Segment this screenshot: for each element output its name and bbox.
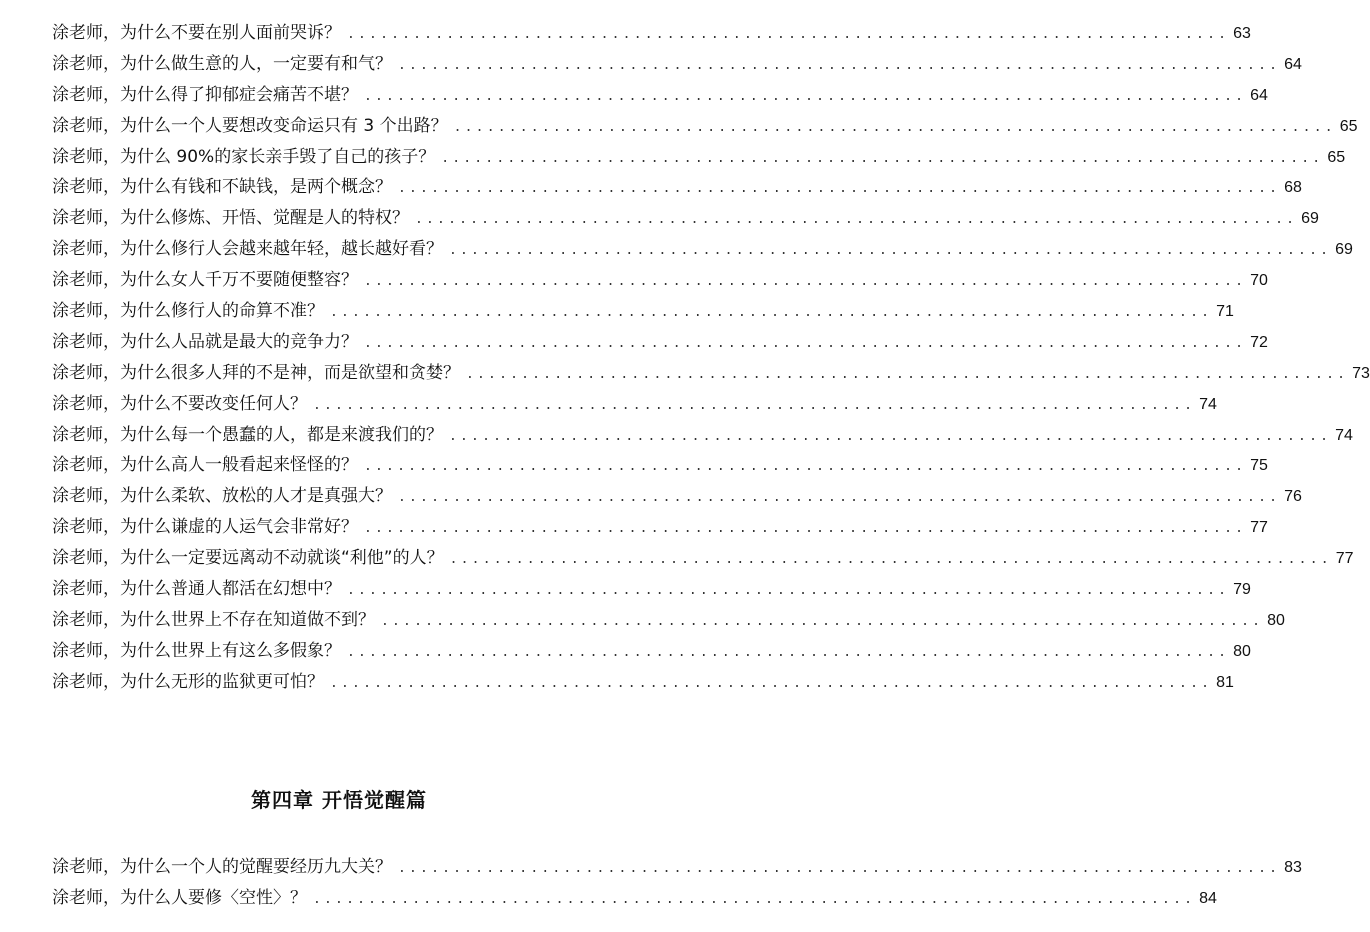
toc-entry-page-number: 69	[1301, 210, 1319, 228]
dot-leader: ................................................................................	[449, 552, 1332, 568]
dot-leader: ................................................................................	[364, 459, 1247, 475]
dot-leader: ................................................................................	[364, 335, 1247, 351]
dot-leader: ................................................................................	[364, 88, 1247, 104]
toc-entry-page-number: 75	[1250, 457, 1268, 475]
chapter-heading: 第四章 开悟觉醒篇	[251, 788, 427, 812]
dot-leader: ................................................................................	[381, 613, 1264, 629]
dot-leader: ................................................................................	[313, 891, 1196, 907]
toc-entry[interactable]	[52, 80, 1268, 111]
toc-entry-page-number: 63	[1233, 25, 1251, 42]
toc-entry-title: 涂老师，为什么不要改变任何人？	[52, 393, 307, 414]
toc-entry-page-number: 64	[1284, 55, 1302, 73]
dot-leader: ................................................................................	[347, 644, 1230, 660]
toc-list-lower	[52, 852, 1302, 914]
toc-entry-page-number: 65	[1327, 148, 1346, 166]
toc-entry[interactable]	[52, 327, 1268, 358]
dot-leader: ................................................................................	[441, 150, 1324, 166]
toc-entry-title: 涂老师，为什么修炼、开悟、觉醒是人的特权？	[52, 208, 409, 229]
toc-entry[interactable]	[52, 605, 1285, 636]
dot-leader: ................................................................................	[330, 675, 1213, 691]
toc-entry-title: 涂老师，为什么 90%的家长亲手毁了自己的孩子？	[52, 146, 436, 167]
toc-entry-page-number: 76	[1284, 488, 1302, 506]
dot-leader: ................................................................................	[398, 490, 1281, 506]
dot-leader: ................................................................................	[398, 181, 1281, 197]
toc-entry-page-number: 68	[1284, 179, 1302, 197]
dot-leader: ................................................................................	[364, 521, 1247, 537]
toc-entry-title: 涂老师，为什么有钱和不缺钱，是两个概念？	[52, 177, 392, 198]
toc-entry[interactable]	[52, 512, 1268, 543]
toc-entry-page-number: 80	[1233, 642, 1251, 660]
toc-entry-page-number: 80	[1267, 611, 1285, 629]
dot-leader: ................................................................................	[364, 274, 1247, 290]
toc-entry-title: 涂老师，为什么柔软、放松的人才是真强大？	[52, 486, 392, 507]
dot-leader: ................................................................................	[330, 305, 1213, 321]
toc-entry-page-number: 64	[1250, 86, 1268, 104]
toc-entry[interactable]	[52, 18, 1251, 49]
toc-entry-page-number: 65	[1339, 117, 1358, 135]
toc-entry-title: 涂老师，为什么每一个愚蠢的人，都是来渡我们的？	[52, 424, 443, 445]
dot-leader: ................................................................................	[347, 27, 1230, 42]
toc-entry[interactable]	[52, 543, 1354, 574]
toc-entry-page-number: 72	[1250, 333, 1268, 351]
dot-leader: ................................................................................	[449, 243, 1332, 259]
toc-entry-page-number: 71	[1216, 303, 1234, 321]
toc-entry-page-number: 77	[1335, 550, 1354, 568]
toc-entry-title: 涂老师，为什么修行人会越来越年轻，越长越好看？	[52, 239, 443, 260]
toc-entry[interactable]	[52, 636, 1251, 667]
toc-entry[interactable]	[52, 234, 1353, 265]
dot-leader: ................................................................................	[466, 366, 1349, 382]
toc-entry-title: 涂老师，为什么人要修〈空性〉？	[52, 887, 307, 908]
toc-entry-title: 涂老师，为什么一个人要想改变命运只有 3 个出路？	[52, 115, 448, 136]
toc-entry[interactable]	[52, 172, 1302, 203]
toc-entry[interactable]	[52, 49, 1302, 80]
dot-leader: ................................................................................	[347, 583, 1230, 599]
toc-list-upper	[52, 18, 1370, 698]
dot-leader: ................................................................................	[453, 119, 1336, 135]
toc-entry-page-number: 74	[1199, 395, 1217, 413]
dot-leader: ................................................................................	[313, 397, 1196, 413]
toc-entry-page-number: 70	[1250, 272, 1268, 290]
toc-entry-title: 涂老师，为什么世界上有这么多假象？	[52, 640, 341, 661]
toc-entry[interactable]	[52, 667, 1234, 698]
toc-entry-title: 涂老师，为什么无形的监狱更可怕？	[52, 671, 324, 692]
toc-entry-page-number: 69	[1335, 241, 1353, 259]
toc-entry-page-number: 74	[1335, 426, 1353, 444]
toc-entry-title: 涂老师，为什么不要在别人面前哭诉？	[52, 23, 341, 43]
toc-entry[interactable]	[52, 450, 1268, 481]
toc-entry[interactable]	[52, 481, 1302, 512]
toc-entry-title: 涂老师，为什么得了抑郁症会痛苦不堪？	[52, 84, 358, 105]
dot-leader: ................................................................................	[449, 428, 1332, 444]
dot-leader: ................................................................................	[398, 861, 1281, 876]
toc-entry-page-number: 84	[1199, 889, 1217, 907]
toc-entry-page-number: 81	[1216, 673, 1234, 691]
toc-entry-title: 涂老师，为什么女人千万不要随便整容？	[52, 270, 358, 291]
toc-entry[interactable]	[52, 265, 1268, 296]
toc-entry[interactable]	[52, 852, 1302, 883]
toc-entry[interactable]	[52, 420, 1353, 451]
toc-entry[interactable]	[52, 111, 1358, 142]
toc-entry-title: 涂老师，为什么人品就是最大的竞争力？	[52, 331, 358, 352]
toc-entry-title: 涂老师，为什么很多人拜的不是神，而是欲望和贪婪？	[52, 362, 460, 383]
toc-entry-title: 涂老师，为什么一定要远离动不动就谈“利他”的人？	[52, 548, 444, 569]
toc-entry-title: 涂老师，为什么世界上不存在知道做不到？	[52, 609, 375, 630]
toc-entry[interactable]	[52, 883, 1217, 914]
toc-entry-page-number: 73	[1352, 364, 1370, 382]
toc-entry[interactable]	[52, 574, 1251, 605]
toc-entry-title: 涂老师，为什么做生意的人，一定要有和气？	[52, 53, 392, 74]
toc-entry-page-number: 83	[1284, 859, 1302, 876]
dot-leader: ................................................................................	[415, 212, 1298, 228]
toc-entry-title: 涂老师，为什么普通人都活在幻想中？	[52, 579, 341, 600]
toc-entry-title: 涂老师，为什么修行人的命算不准？	[52, 301, 324, 322]
toc-entry[interactable]	[52, 203, 1319, 234]
toc-entry[interactable]	[52, 296, 1234, 327]
dot-leader: ................................................................................	[398, 57, 1281, 73]
toc-entry-title: 涂老师，为什么谦虚的人运气会非常好？	[52, 517, 358, 538]
toc-entry-page-number: 79	[1233, 581, 1251, 599]
toc-entry-title: 涂老师，为什么一个人的觉醒要经历九大关？	[52, 857, 392, 877]
toc-entry[interactable]	[52, 142, 1346, 173]
toc-entry-page-number: 77	[1250, 519, 1268, 537]
toc-entry[interactable]	[52, 358, 1370, 389]
toc-entry[interactable]	[52, 389, 1217, 420]
toc-entry-title: 涂老师，为什么高人一般看起来怪怪的？	[52, 455, 358, 476]
